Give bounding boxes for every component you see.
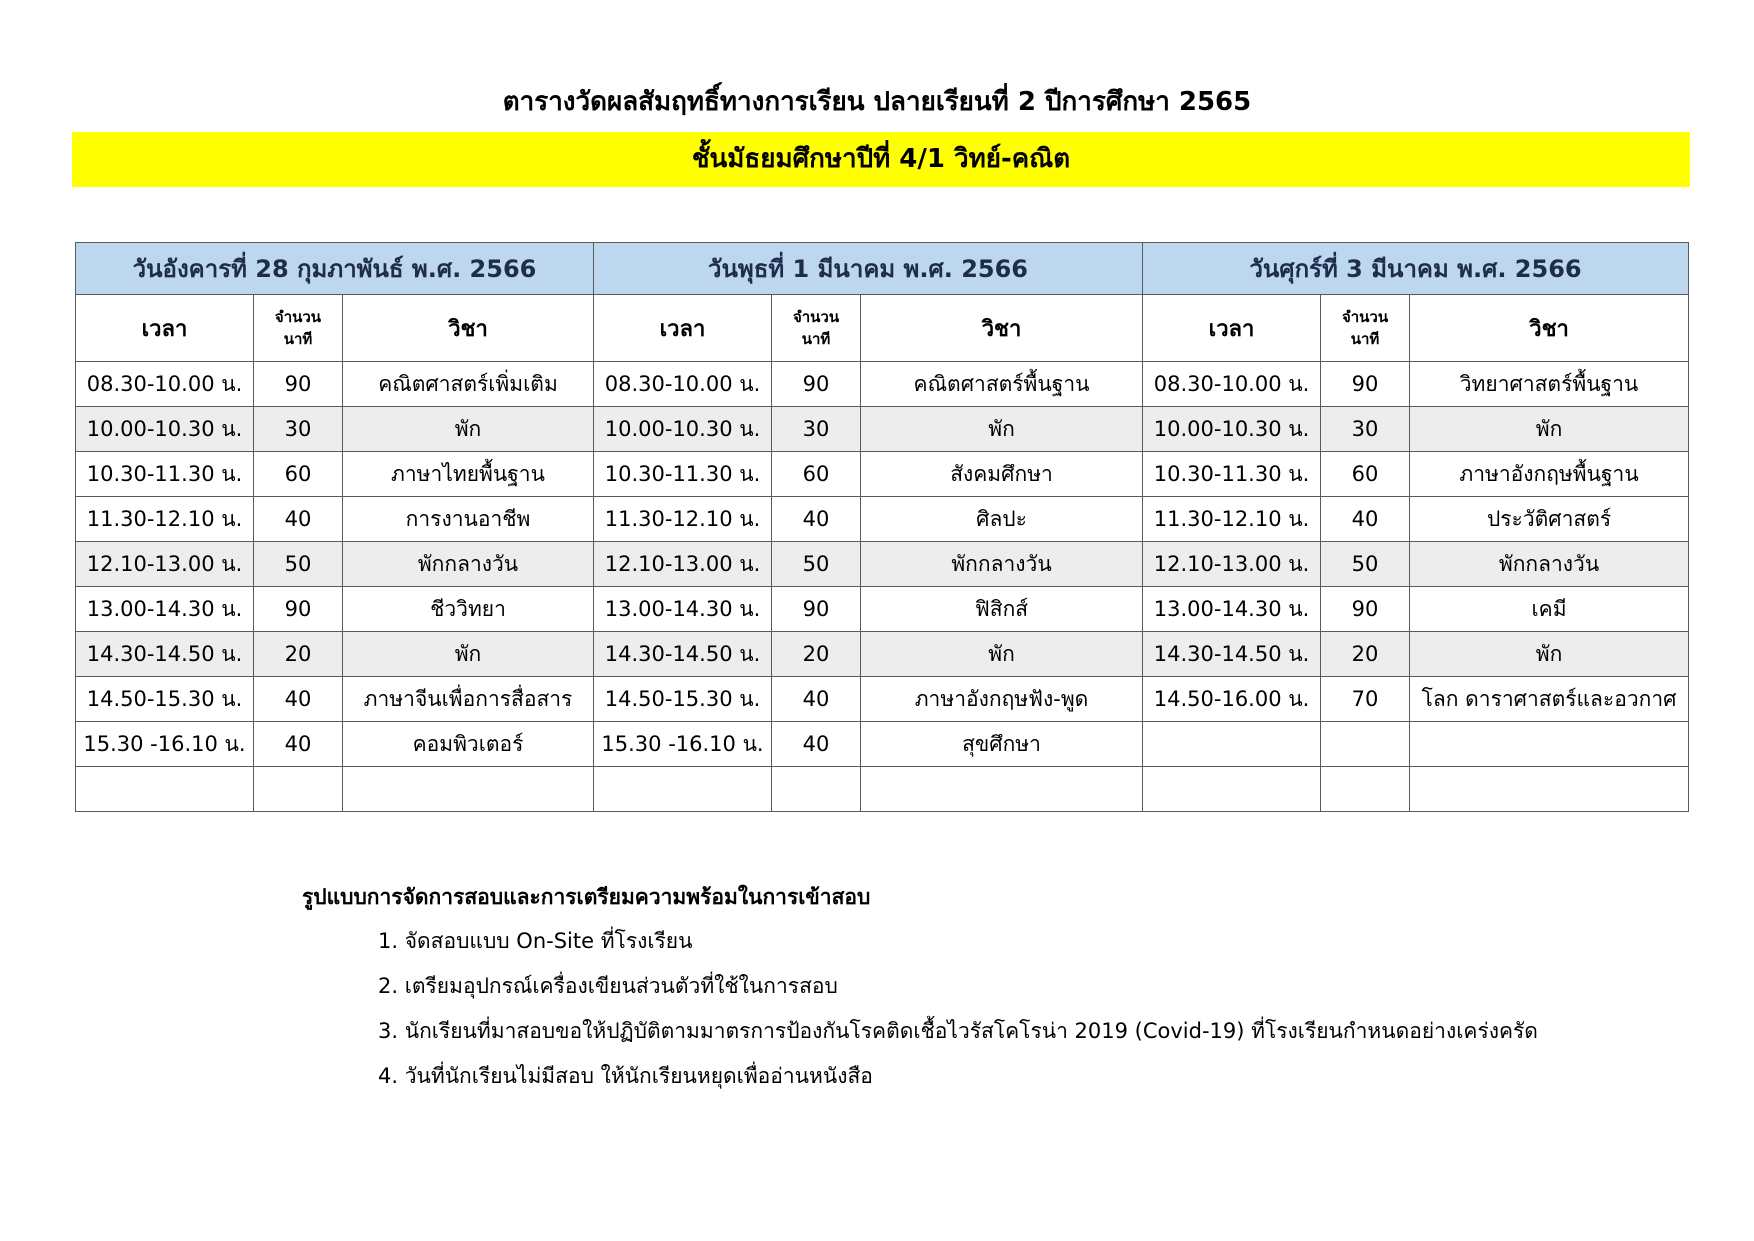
minutes-cell: 40 [254, 677, 343, 722]
time-cell: 14.50-15.30 น. [594, 677, 772, 722]
subject-cell: พัก [861, 407, 1143, 452]
minutes-cell: 40 [254, 497, 343, 542]
header-minutes-line1: จำนวน [792, 308, 840, 326]
class-subtitle-bar: ชั้นมัธยมศึกษาปีที่ 4/1 วิทย์-คณิต [72, 132, 1690, 187]
minutes-cell: 40 [1321, 497, 1410, 542]
table-row [76, 587, 1689, 632]
column-header-row [76, 295, 1689, 362]
table-row [76, 497, 1689, 542]
minutes-cell: 90 [254, 362, 343, 407]
time-cell: 13.00-14.30 น. [76, 587, 254, 632]
subject-cell: สังคมศึกษา [861, 452, 1143, 497]
minutes-cell: 90 [772, 587, 861, 632]
subject-cell: ภาษาอังกฤษพื้นฐาน [1410, 452, 1689, 497]
day-header-friday: วันศุกร์ที่ 3 มีนาคม พ.ศ. 2566 [1143, 243, 1689, 295]
time-cell: 10.00-10.30 น. [1143, 407, 1321, 452]
subject-cell: ภาษาจีนเพื่อการสื่อสาร [343, 677, 594, 722]
header-minutes [772, 295, 861, 362]
time-cell: 14.30-14.50 น. [76, 632, 254, 677]
time-cell: 14.50-16.00 น. [1143, 677, 1321, 722]
subject-cell [1410, 767, 1689, 812]
day-header-row [76, 243, 1689, 295]
subject-cell: ฟิสิกส์ [861, 587, 1143, 632]
subject-cell: พักกลางวัน [861, 542, 1143, 587]
header-minutes-line1: จำนวน [274, 308, 322, 326]
subject-cell: โลก ดาราศาสตร์และอวกาศ [1410, 677, 1689, 722]
table-row [76, 632, 1689, 677]
header-minutes-line2: นาที [801, 330, 831, 348]
minutes-cell: 70 [1321, 677, 1410, 722]
minutes-cell: 90 [772, 362, 861, 407]
minutes-cell: 30 [772, 407, 861, 452]
minutes-cell: 90 [254, 587, 343, 632]
table-row [76, 677, 1689, 722]
note-item: 4. วันที่นักเรียนไม่มีสอบ ให้นักเรียนหยุดเพื่ออ่านหนังสือ [378, 1064, 873, 1088]
day-header-tuesday: วันอังคารที่ 28 กุมภาพันธ์ พ.ศ. 2566 [76, 243, 594, 295]
time-cell: 14.30-14.50 น. [594, 632, 772, 677]
subject-cell: ประวัติศาสตร์ [1410, 497, 1689, 542]
time-cell [594, 767, 772, 812]
time-cell: 13.00-14.30 น. [594, 587, 772, 632]
time-cell: 11.30-12.10 น. [594, 497, 772, 542]
time-cell: 14.30-14.50 น. [1143, 632, 1321, 677]
note-item: 3. นักเรียนที่มาสอบขอให้ปฏิบัติตามมาตรการป้องกันโรคติดเชื้อไวรัสโคโรน่า 2019 (Covid-19) ที่โรงเรียนกำหนดอย่างเคร่งครัด [378, 1019, 1538, 1043]
time-cell: 12.10-13.00 น. [1143, 542, 1321, 587]
minutes-cell: 40 [254, 722, 343, 767]
subject-cell: ชีววิทยา [343, 587, 594, 632]
table-row [76, 362, 1689, 407]
subject-cell: คอมพิวเตอร์ [343, 722, 594, 767]
time-cell [1143, 722, 1321, 767]
time-cell: 10.00-10.30 น. [76, 407, 254, 452]
subject-cell: พัก [343, 407, 594, 452]
exam-schedule-table [75, 242, 1689, 812]
time-cell: 13.00-14.30 น. [1143, 587, 1321, 632]
subject-cell [861, 767, 1143, 812]
header-minutes-line2: นาที [1350, 330, 1380, 348]
note-item: 2. เตรียมอุปกรณ์เครื่องเขียนส่วนตัวที่ใช้ในการสอบ [378, 974, 838, 998]
time-cell: 11.30-12.10 น. [1143, 497, 1321, 542]
time-cell: 11.30-12.10 น. [76, 497, 254, 542]
minutes-cell: 30 [254, 407, 343, 452]
subject-cell: พักกลางวัน [1410, 542, 1689, 587]
subject-cell [1410, 722, 1689, 767]
subject-cell: คณิตศาสตร์พื้นฐาน [861, 362, 1143, 407]
header-subject: วิชา [343, 295, 594, 362]
table-row [76, 542, 1689, 587]
time-cell: 08.30-10.00 น. [76, 362, 254, 407]
header-minutes-line2: นาที [283, 330, 313, 348]
page-title: ตารางวัดผลสัมฤทธิ์ทางการเรียน ปลายเรียนที่ 2 ปีการศึกษา 2565 [502, 87, 1252, 117]
note-item: 1. จัดสอบแบบ On-Site ที่โรงเรียน [378, 929, 693, 953]
subject-cell: เคมี [1410, 587, 1689, 632]
minutes-cell: 60 [254, 452, 343, 497]
schedule-body [76, 362, 1689, 812]
time-cell: 10.30-11.30 น. [1143, 452, 1321, 497]
subject-cell: ศิลปะ [861, 497, 1143, 542]
time-cell: 10.30-11.30 น. [594, 452, 772, 497]
subject-cell: พัก [1410, 407, 1689, 452]
header-minutes [254, 295, 343, 362]
time-cell: 14.50-15.30 น. [76, 677, 254, 722]
table-row [76, 407, 1689, 452]
subject-cell: พัก [861, 632, 1143, 677]
time-cell [76, 767, 254, 812]
time-cell: 15.30 -16.10 น. [76, 722, 254, 767]
minutes-cell: 60 [1321, 452, 1410, 497]
time-cell: 12.10-13.00 น. [76, 542, 254, 587]
minutes-cell: 20 [772, 632, 861, 677]
notes-heading: รูปแบบการจัดการสอบและการเตรียมความพร้อมในการเข้าสอบ [302, 885, 871, 909]
table-row [76, 452, 1689, 497]
minutes-cell: 90 [1321, 362, 1410, 407]
time-cell: 15.30 -16.10 น. [594, 722, 772, 767]
minutes-cell: 50 [772, 542, 861, 587]
subject-cell [343, 767, 594, 812]
header-subject: วิชา [861, 295, 1143, 362]
subject-cell: คณิตศาสตร์เพิ่มเติม [343, 362, 594, 407]
subject-cell: พัก [343, 632, 594, 677]
header-minutes [1321, 295, 1410, 362]
minutes-cell: 40 [772, 722, 861, 767]
time-cell: 08.30-10.00 น. [1143, 362, 1321, 407]
header-time: เวลา [594, 295, 772, 362]
time-cell: 08.30-10.00 น. [594, 362, 772, 407]
time-cell: 10.30-11.30 น. [76, 452, 254, 497]
table-row [76, 767, 1689, 812]
header-time: เวลา [76, 295, 254, 362]
minutes-cell: 90 [1321, 587, 1410, 632]
header-minutes-line1: จำนวน [1341, 308, 1389, 326]
header-time: เวลา [1143, 295, 1321, 362]
subject-cell: ภาษาไทยพื้นฐาน [343, 452, 594, 497]
minutes-cell: 30 [1321, 407, 1410, 452]
minutes-cell: 60 [772, 452, 861, 497]
minutes-cell: 40 [772, 677, 861, 722]
minutes-cell: 20 [254, 632, 343, 677]
table-row [76, 722, 1689, 767]
minutes-cell: 50 [1321, 542, 1410, 587]
time-cell [1143, 767, 1321, 812]
minutes-cell [1321, 767, 1410, 812]
header-subject: วิชา [1410, 295, 1689, 362]
minutes-cell [1321, 722, 1410, 767]
subject-cell: สุขศึกษา [861, 722, 1143, 767]
subject-cell: พักกลางวัน [343, 542, 594, 587]
minutes-cell [772, 767, 861, 812]
minutes-cell: 20 [1321, 632, 1410, 677]
subject-cell: ภาษาอังกฤษฟัง-พูด [861, 677, 1143, 722]
time-cell: 12.10-13.00 น. [594, 542, 772, 587]
notes-list [378, 926, 1538, 1106]
minutes-cell [254, 767, 343, 812]
minutes-cell: 40 [772, 497, 861, 542]
day-header-wednesday: วันพุธที่ 1 มีนาคม พ.ศ. 2566 [594, 243, 1143, 295]
subject-cell: พัก [1410, 632, 1689, 677]
subject-cell: วิทยาศาสตร์พื้นฐาน [1410, 362, 1689, 407]
minutes-cell: 50 [254, 542, 343, 587]
subject-cell: การงานอาชีพ [343, 497, 594, 542]
time-cell: 10.00-10.30 น. [594, 407, 772, 452]
